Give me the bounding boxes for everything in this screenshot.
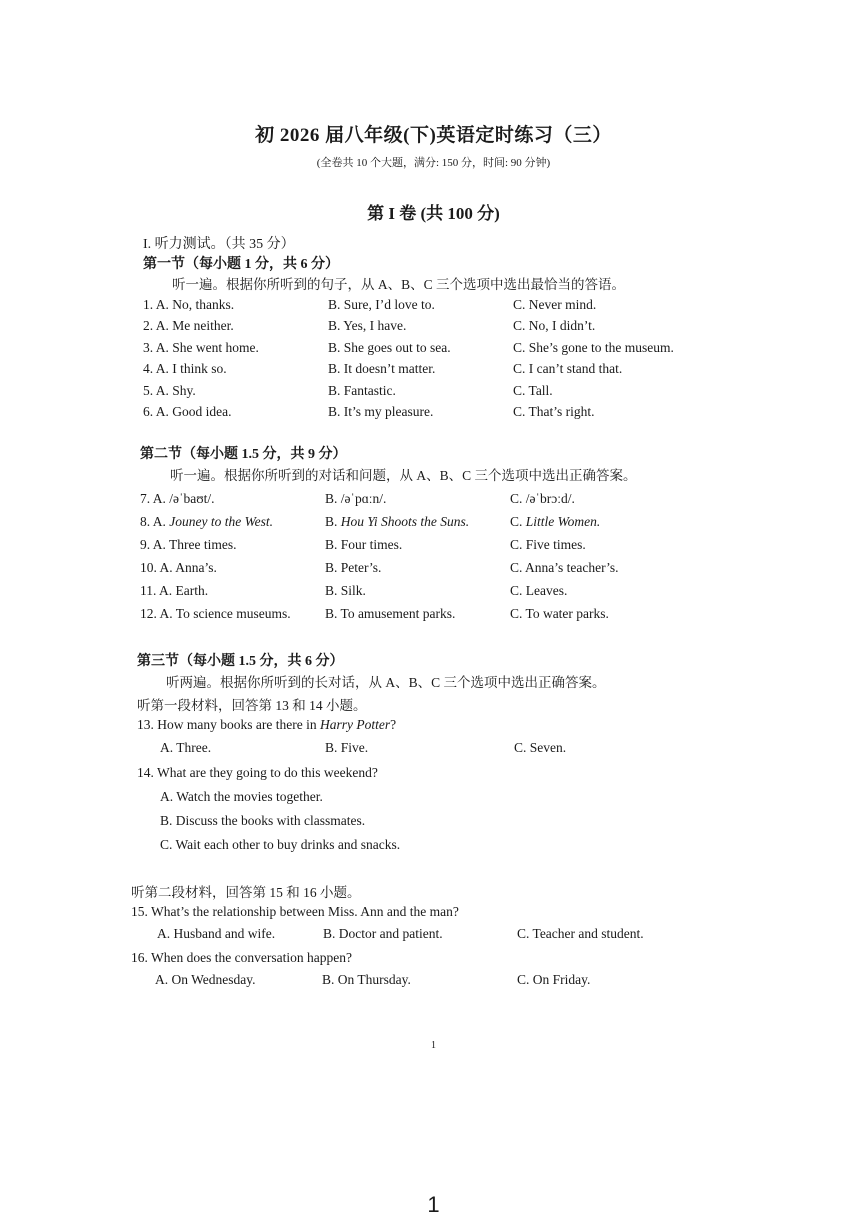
option-a: A. On Wednesday. bbox=[155, 972, 256, 987]
option-b: B. Doctor and patient. bbox=[323, 926, 443, 941]
question-13-stem bbox=[137, 717, 396, 733]
option-b bbox=[325, 514, 469, 530]
question-15-stem: 15. What’s the relationship between Miss. Ann and the man? bbox=[131, 904, 459, 919]
book-title: Little Women. bbox=[525, 514, 601, 529]
option-a: A. Husband and wife. bbox=[157, 926, 276, 941]
option-c bbox=[510, 514, 600, 530]
exam-title: 初 2026 届八年级(下)英语定时练习（三） bbox=[255, 125, 612, 146]
question-row bbox=[140, 537, 750, 557]
page-number-large: 1 bbox=[427, 1192, 440, 1217]
question-row bbox=[157, 926, 717, 946]
question-row bbox=[143, 383, 743, 403]
subsection1-instruction: 听一遍。根据你所听到的句子，从 A、B、C 三个选项中选出最恰当的答语。 bbox=[172, 277, 626, 292]
book-title: Harry Potter bbox=[319, 717, 391, 732]
question-row bbox=[140, 583, 750, 603]
question-row bbox=[143, 318, 743, 338]
material-2-intro: 听第二段材料，回答第 15 和 16 小题。 bbox=[131, 885, 361, 900]
section-heading: I. 听力测试。（共 35 分） bbox=[143, 237, 295, 252]
exam-subtitle: (全卷共 10 个大题，满分: 150 分，时间: 90 分钟) bbox=[316, 157, 551, 169]
question-row bbox=[143, 404, 743, 424]
subsection3-instruction: 听两遍。根据你所听到的长对话，从 A、B、C 三个选项中选出正确答案。 bbox=[166, 675, 606, 690]
option-a: 2. A. Me neither. bbox=[143, 318, 234, 333]
question-13-prefix: 13. How many books are there in bbox=[137, 717, 320, 732]
subsection2-instruction: 听一遍。根据你所听到的对话和问题，从 A、B、C 三个选项中选出正确答案。 bbox=[170, 468, 637, 483]
option-b: B. Five. bbox=[325, 740, 369, 755]
option-b: B. /əˈpɑːn/. bbox=[325, 491, 387, 506]
question-row bbox=[140, 560, 750, 580]
subsection1-heading: 第一节（每小题 1 分，共 6 分） bbox=[143, 257, 339, 272]
option-a: 11. A. Earth. bbox=[140, 583, 209, 598]
option-c: C. Never mind. bbox=[513, 297, 597, 312]
question-14-stem: 14. What are they going to do this weekend? bbox=[137, 765, 378, 780]
option-b: B. Sure, I’d love to. bbox=[328, 297, 435, 312]
question-row bbox=[140, 491, 750, 511]
subsection3-heading: 第三节（每小题 1.5 分，共 6 分） bbox=[137, 654, 344, 669]
option-a: 9. A. Three times. bbox=[140, 537, 237, 552]
option-c: C. On Friday. bbox=[517, 972, 591, 987]
question-row bbox=[160, 740, 720, 760]
material-1-intro: 听第一段材料，回答第 13 和 14 小题。 bbox=[137, 698, 367, 713]
option-b: B. Fantastic. bbox=[328, 383, 396, 398]
option-c: C. Teacher and student. bbox=[517, 926, 644, 941]
option-a: 6. A. Good idea. bbox=[143, 404, 232, 419]
option-c: C. No, I didn’t. bbox=[513, 318, 596, 333]
book-title: Hou Yi Shoots the Suns. bbox=[340, 514, 470, 529]
option-a: A. Three. bbox=[160, 740, 212, 755]
option-b: B. To amusement parks. bbox=[325, 606, 456, 621]
option-a: 4. A. I think so. bbox=[143, 361, 227, 376]
option-c: C. Tall. bbox=[513, 383, 553, 398]
option-b: B. It doesn’t matter. bbox=[328, 361, 436, 376]
question-13-suffix: ? bbox=[390, 717, 397, 732]
option-a: 7. A. /əˈbaʊt/. bbox=[140, 491, 215, 506]
option-a: 3. A. She went home. bbox=[143, 340, 259, 355]
option-c: C. She’s gone to the museum. bbox=[513, 340, 674, 355]
question-row bbox=[143, 340, 743, 360]
option-b: B. Discuss the books with classmates. bbox=[160, 813, 366, 828]
question-row bbox=[140, 514, 750, 534]
question-row bbox=[143, 297, 743, 317]
book-title: Jouney to the West. bbox=[169, 514, 273, 529]
option-a: 12. A. To science museums. bbox=[140, 606, 291, 621]
option-c: C. Leaves. bbox=[510, 583, 568, 598]
option-c: C. To water parks. bbox=[510, 606, 609, 621]
option-b: B. Silk. bbox=[325, 583, 366, 598]
option-c: C. I can’t stand that. bbox=[513, 361, 623, 376]
option-b: B. Four times. bbox=[325, 537, 403, 552]
option-a bbox=[140, 514, 273, 530]
option-c: C. Seven. bbox=[514, 740, 567, 755]
page-number-small: 1 bbox=[431, 1040, 436, 1051]
option-b: B. Peter’s. bbox=[325, 560, 382, 575]
option-c: C. Anna’s teacher’s. bbox=[510, 560, 619, 575]
question-row bbox=[140, 606, 750, 626]
option-b: B. On Thursday. bbox=[322, 972, 411, 987]
option-prefix: B. bbox=[325, 514, 341, 529]
option-a: 1. A. No, thanks. bbox=[143, 297, 235, 312]
option-c: C. Five times. bbox=[510, 537, 586, 552]
part-heading: 第 I 卷 (共 100 分) bbox=[367, 204, 500, 223]
question-16-stem: 16. When does the conversation happen? bbox=[131, 950, 352, 965]
option-c: C. /əˈbrɔːd/. bbox=[510, 491, 575, 506]
option-a: 10. A. Anna’s. bbox=[140, 560, 217, 575]
option-a: A. Watch the movies together. bbox=[160, 789, 323, 804]
option-prefix: 8. A. bbox=[140, 514, 170, 529]
option-b: B. She goes out to sea. bbox=[328, 340, 451, 355]
subsection2-heading: 第二节（每小题 1.5 分，共 9 分） bbox=[140, 447, 347, 462]
option-a: 5. A. Shy. bbox=[143, 383, 196, 398]
option-c: C. That’s right. bbox=[513, 404, 595, 419]
option-prefix: C. bbox=[510, 514, 526, 529]
question-row bbox=[155, 972, 715, 992]
option-b: B. Yes, I have. bbox=[328, 318, 407, 333]
option-b: B. It’s my pleasure. bbox=[328, 404, 434, 419]
option-c: C. Wait each other to buy drinks and snacks. bbox=[160, 837, 401, 852]
question-row bbox=[143, 361, 743, 381]
